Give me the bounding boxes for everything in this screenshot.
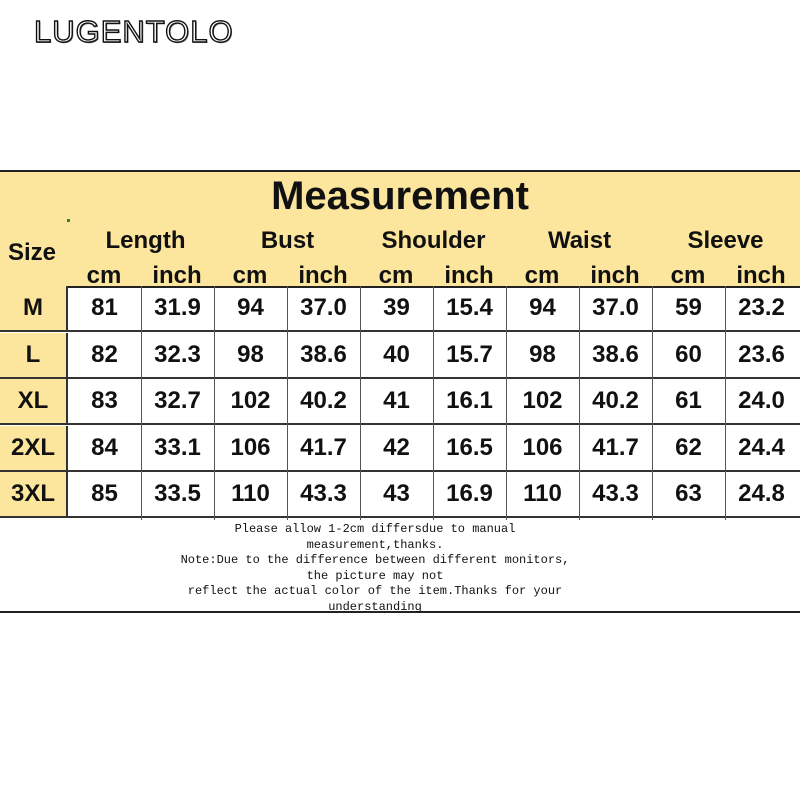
group-header-bust: Bust [260,227,315,254]
table-row [0,426,800,472]
value-cell: 43.3 [592,480,639,508]
table-row [0,379,800,425]
size-cell: M [0,286,68,330]
table-row [0,472,800,518]
value-cell: 32.7 [154,387,201,415]
value-cell: 63 [675,480,702,508]
disclaimer-note [0,520,800,613]
unit-header-shoulder-inch: inch [444,262,494,289]
column-divider [287,286,288,520]
value-cell: 23.2 [738,294,785,321]
group-header-length: Length [105,227,186,254]
size-cell: 3XL [0,472,68,516]
value-cell: 84 [91,433,118,461]
value-cell: 41.7 [300,433,347,461]
value-cell: 102 [522,387,563,415]
value-cell: 24.8 [738,480,785,508]
note-line: understanding [328,599,422,614]
value-cell: 37.0 [592,294,639,321]
column-divider [433,286,434,520]
unit-header-waist-inch: inch [590,262,640,289]
value-cell: 23.6 [738,340,785,368]
value-cell: 43.3 [300,480,347,508]
value-cell: 39 [383,294,410,321]
value-cell: 31.9 [154,294,201,321]
value-cell: 110 [231,480,270,508]
value-cell: 106 [230,433,271,461]
value-cell: 33.1 [154,433,201,461]
value-cell: 94 [237,294,264,321]
note-line: the picture may not [306,568,444,583]
unit-header-sleeve-inch: inch [736,262,786,289]
unit-header-bust-inch: inch [298,262,348,289]
unit-header-length-cm: cm [86,262,122,289]
table-row [0,333,800,379]
unit-header-sleeve-cm: cm [670,262,706,289]
value-cell: 41.7 [592,433,639,461]
column-divider [506,286,507,520]
column-divider [725,286,726,520]
value-cell: 110 [523,480,562,508]
value-cell: 38.6 [592,340,639,368]
value-cell: 16.9 [446,480,493,508]
note-line: Note:Due to the difference between different monitors, [180,553,570,567]
brand-logo: LUGENTOLO [34,14,234,49]
value-cell: 106 [522,433,563,461]
column-divider [141,286,142,520]
column-divider [579,286,580,520]
note-line: reflect the actual color of the item.Thanks for your [187,584,563,598]
value-cell: 32.3 [154,340,201,368]
value-cell: 24.4 [738,433,785,461]
value-cell: 82 [91,340,118,368]
value-cell: 98 [529,340,556,368]
value-cell: 81 [91,294,118,321]
unit-header-length-inch: inch [152,262,202,289]
unit-header-bust-cm: cm [232,262,268,289]
value-cell: 62 [675,433,702,461]
size-chart [0,170,800,613]
value-cell: 38.6 [300,340,347,368]
value-cell: 24.0 [738,387,785,415]
column-divider [360,286,361,520]
size-column-header: Size [8,239,57,266]
value-cell: 37.0 [300,294,347,321]
value-cell: 16.1 [446,387,493,415]
value-cell: 94 [529,294,556,321]
value-cell: 40.2 [300,387,347,415]
value-cell: 15.4 [446,294,493,321]
value-cell: 40.2 [592,387,639,415]
table-row [0,286,800,332]
table-title: Measurement [271,174,529,218]
note-line: measurement,thanks. [306,537,444,552]
group-header-shoulder: Shoulder [381,227,486,254]
table-header [0,170,800,288]
value-cell: 15.7 [446,340,493,368]
value-cell: 59 [675,294,702,321]
value-cell: 43 [383,480,410,508]
column-divider [652,286,653,520]
value-cell: 60 [675,340,702,368]
value-cell: 42 [383,433,410,461]
value-cell: 33.5 [154,480,201,508]
group-header-waist: Waist [547,227,612,254]
value-cell: 102 [230,387,271,415]
unit-header-shoulder-cm: cm [378,262,414,289]
value-cell: 61 [675,387,702,415]
size-cell: 2XL [0,426,68,470]
group-header-sleeve: Sleeve [687,227,764,254]
size-cell: L [0,333,68,377]
value-cell: 85 [91,480,118,508]
column-divider [214,286,215,520]
note-line: Please allow 1-2cm differsdue to manual [234,522,516,536]
green-dot-mark [67,219,70,222]
value-cell: 98 [237,340,264,368]
unit-header-waist-cm: cm [524,262,560,289]
value-cell: 40 [383,340,410,368]
value-cell: 41 [383,387,410,415]
value-cell: 16.5 [446,433,493,461]
size-cell: XL [0,379,68,423]
value-cell: 83 [91,387,118,415]
